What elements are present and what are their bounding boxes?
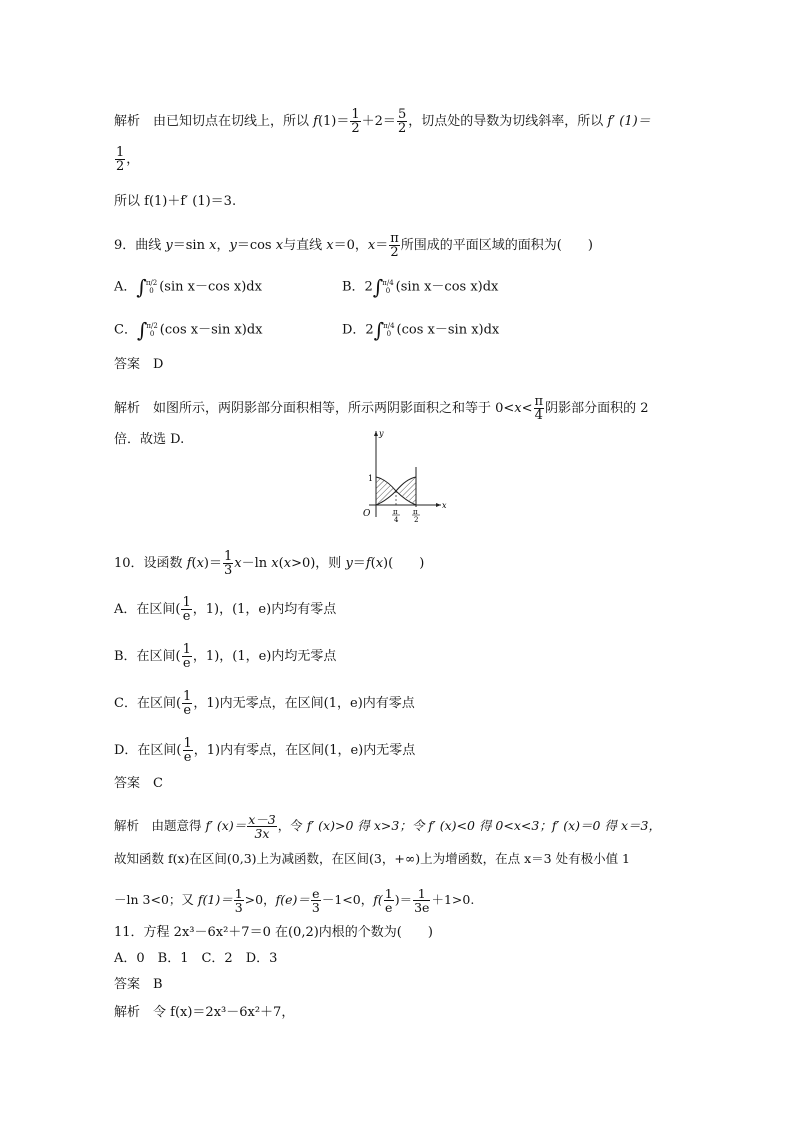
explanation-8-line3: 所以 f(1)＋f′ (1)＝3. [114,194,237,209]
fraction: $\frac{\pi}{2}$ [390,231,399,260]
area-figure-svg [341,427,451,527]
fraction: $\frac{5}{2}$ [397,107,407,136]
text: f [313,114,318,129]
x-label: x [442,501,447,510]
option-9d: D．2∫ π/4 0 (cos x－sin x)dx [342,318,500,342]
explanation-8-line1 [114,108,651,135]
tick-pi-2-den: 2 [414,516,419,524]
explanation-10-line1: 解析 由题意得 f′ (x)＝ $\frac{x-3}{3x}$ ，令 f′ (x)>0 得 x>3；令 f′ (x)<0 得 0<x<3；f′ (x)＝0 得 x＝3， [114,812,661,841]
explanation-10-line2: 故知函数 f(x)在区间(0,3)上为减函数，在区间(3，+∞)上为增函数，在点 x＝3 处有极小值 1 [114,851,631,866]
fraction: $\frac{\pi}{4}$ [534,394,544,423]
fraction: $\frac{1}{e}$ [183,736,192,765]
one-label: 1 [368,474,374,483]
option-9c: C．∫ π/2 0 (cos x－sin x)dx [114,318,263,342]
integral-sign: ∫ [373,318,385,342]
option-10b: B．在区间( $\frac{1}{e}$ ，1)，(1，e)内均无零点 [114,642,337,671]
text: ， [126,152,140,167]
integral-sign: ∫ [372,275,384,299]
tick-pi-2-num: π [413,508,418,516]
tick-pi-4-num: π [393,508,398,516]
integral-sign: ∫ [136,318,148,342]
fraction: $\frac{1}{2}$ [116,145,125,174]
text: f′ (1)＝ [607,114,651,129]
text: ，切点处的导数为切线斜率，所以 [408,114,608,129]
origin-label: O [363,509,371,519]
fraction: $\frac{1}{3e}$ [414,886,430,915]
area-figure [341,427,451,531]
question-9: 9．曲线 y＝sin x，y＝cos x与直线 x＝0，x＝ $\frac{\pi}{2}$ 所围成的平面区域的面积为( ) [114,231,593,260]
option-9b: B．2∫ π/4 0 (sin x－cos x)dx [342,275,499,299]
explanation-9-line2: 倍．故选 D. [114,432,185,447]
option-10d: D．在区间( $\frac{1}{e}$ ，1)内有零点，在区间(1，e)内无零点 [114,736,416,765]
option-9a: A．∫ π/2 0 (sin x－cos x)dx [114,275,262,299]
answer-10: 答案 C [114,776,163,791]
fraction: $\frac{1}{e}$ [182,642,191,671]
answer-9: 答案 D [114,357,164,372]
text: ＋2＝ [361,114,396,129]
fraction: $\frac{1}{3}$ [234,886,243,915]
x-axis-arrow [436,503,441,507]
answer-11: 答案 B [114,977,163,992]
text: 解析 由已知切点在切线上，所以 [114,114,314,129]
question-11: 11．方程 2x³－6x²＋7＝0 在(0,2)内根的个数为( ) [114,925,433,940]
explanation-10-line3: －ln 3<0；又 f(1)＝ $\frac{1}{3}$ >0，f(e)＝ $\frac{e}{3}$ －1<0，f( $\frac{1}{e}$ )＝ $\frac{1}{3e}$ ＋1>0. [114,886,475,915]
explanation-8-line2 [114,146,139,173]
fraction: $\frac{1}{3}$ [224,549,233,578]
fraction: $\frac{e}{3}$ [311,886,320,915]
option-10a: A．在区间( $\frac{1}{e}$ ，1)，(1，e)内均有零点 [114,595,337,624]
explanation-11: 解析 令 f(x)＝2x³－6x²＋7， [114,1005,295,1020]
fraction: $\frac{1}{e}$ [183,689,192,718]
explanation-9-line1: 解析 如图所示，两阴影部分面积相等，所示两阴影面积之和等于 0<x< $\frac{\pi}{4}$ 阴影部分面积的 2 [114,394,649,423]
fraction: $\frac{x-3}{3x}$ [248,812,276,841]
tick-pi-4-den: 4 [394,516,399,524]
fraction: $\frac{1}{e}$ [384,886,393,915]
text: (1)＝ [317,114,350,129]
y-label: y [379,429,384,438]
options-11: A．0 B．1 C．2 D．3 [114,951,278,966]
option-10c: C．在区间( $\frac{1}{e}$ ，1)内无零点，在区间(1，e)内有零点 [114,689,415,718]
question-10: 10．设函数 f(x)＝ $\frac{1}{3}$ x－ln x(x>0)，则 y＝f(x)( ) [114,549,425,578]
fraction: $\frac{1}{e}$ [182,595,191,624]
integral-sign: ∫ [136,275,147,299]
fraction: $\frac{1}{2}$ [351,107,360,136]
y-axis-arrow [374,431,378,436]
